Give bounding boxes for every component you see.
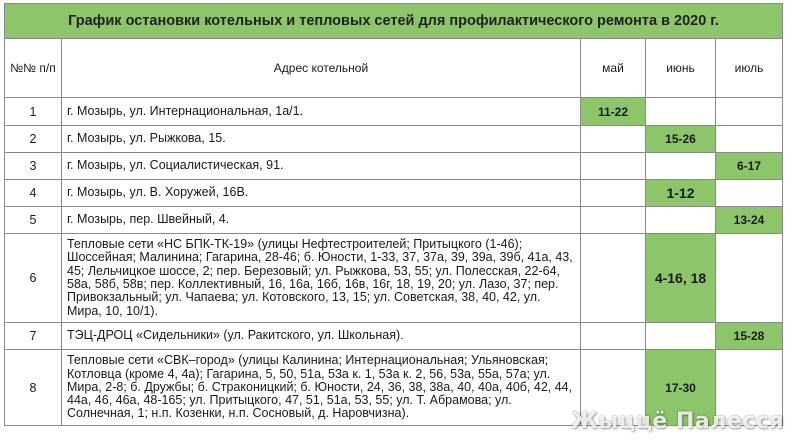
row-num: 8 xyxy=(5,350,62,426)
table-row xyxy=(5,98,783,126)
row-june: 4-16, 18 xyxy=(646,234,716,323)
row-may xyxy=(581,126,646,153)
row-july xyxy=(716,180,783,207)
row-address: Тепловые сети «НС БПК-ТК-19» (улицы Нефтестроителей; Притыцкого (1-46); Шоссейная; Малинина; Гагарина, 28-46; б. Юности, 1-33, 37, 37а, 39, 39а, 39б, 41а, 43, 45; Лельчицкое шоссе, 2; пер. Березовый; ул. Рыжкова, 53, 55; ул. Полесская, 22-64, 58а, 58б, 58в; пер. Коллективный, 16, 16а, 16б, 16в, 16г, 18, 19, 20; ул. Лазо, 37; пер. Привокзальный; ул. Чапаева; ул. Котовского, 13, 15; ул. Советская, 38, 40, 42, ул. Мира, 10, 10/1). xyxy=(62,234,581,323)
row-june xyxy=(646,207,716,234)
row-num: 6 xyxy=(5,234,62,323)
table-row xyxy=(5,323,783,350)
schedule-table xyxy=(4,3,783,426)
table-title: График остановки котельных и тепловых сетей для профилактического ремонта в 2020 г. xyxy=(5,4,783,39)
row-may: 11-22 xyxy=(581,98,646,126)
header-address: Адрес котельной xyxy=(62,39,581,98)
row-may xyxy=(581,180,646,207)
row-address: г. Мозырь, ул. В. Хоружей, 16В. xyxy=(62,180,581,207)
row-address: г. Мозырь, пер. Швейный, 4. xyxy=(62,207,581,234)
row-july: 13-24 xyxy=(716,207,783,234)
row-july xyxy=(716,234,783,323)
row-may xyxy=(581,323,646,350)
row-june xyxy=(646,153,716,180)
table-row xyxy=(5,153,783,180)
row-july xyxy=(716,126,783,153)
row-num: 4 xyxy=(5,180,62,207)
row-address: г. Мозырь, ул. Социалистическая, 91. xyxy=(62,153,581,180)
row-july: 6-17 xyxy=(716,153,783,180)
row-num: 5 xyxy=(5,207,62,234)
row-june xyxy=(646,323,716,350)
row-num: 2 xyxy=(5,126,62,153)
header-may: май xyxy=(581,39,646,98)
table-row xyxy=(5,126,783,153)
table-row xyxy=(5,234,783,323)
table-row xyxy=(5,180,783,207)
table-row xyxy=(5,207,783,234)
row-june: 17-30 xyxy=(646,350,716,426)
row-num: 3 xyxy=(5,153,62,180)
newspaper-watermark: Жыццё Палесся xyxy=(570,409,784,434)
header-num: №№ п/п xyxy=(5,39,62,98)
header-july: июль xyxy=(716,39,783,98)
row-address: г. Мозырь, ул. Интернациональная, 1а/1. xyxy=(62,98,581,126)
row-may xyxy=(581,153,646,180)
row-num: 7 xyxy=(5,323,62,350)
row-july: 15-28 xyxy=(716,323,783,350)
row-address: Тепловые сети «СВК–город» (улицы Калинина; Интернациональная; Ульяновская; Котловца (кроме 4, 4а); Гагарина, 5, 50, 51а, 53а к. 1, 53а к. 2, 56, 53а, 55а, 57а; ул. Мира, 2-8; б. Дружбы; б. Страконицкий; б. Юности, 24, 36, 38, 38а, 40, 40а, 40б, 42, 44, 44а, 46, 46а, 48-165; ул. Притыцкого, 47, 51, 51а, 53, 55; ул. Т. Абрамова; ул. Солнечная, 1; н.п. Козенки, н.п. Сосновый, д. Наровчизна). xyxy=(62,350,581,426)
row-num: 1 xyxy=(5,98,62,126)
row-may xyxy=(581,234,646,323)
header-june: июнь xyxy=(646,39,716,98)
row-july xyxy=(716,98,783,126)
row-june xyxy=(646,98,716,126)
row-june: 1-12 xyxy=(646,180,716,207)
row-address: г. Мозырь, ул. Рыжкова, 15. xyxy=(62,126,581,153)
row-may xyxy=(581,207,646,234)
schedule-container xyxy=(4,3,783,426)
row-june: 15-26 xyxy=(646,126,716,153)
row-address: ТЭЦ-ДРОЦ «Сидельники» (ул. Ракитского, ул. Школьная). xyxy=(62,323,581,350)
